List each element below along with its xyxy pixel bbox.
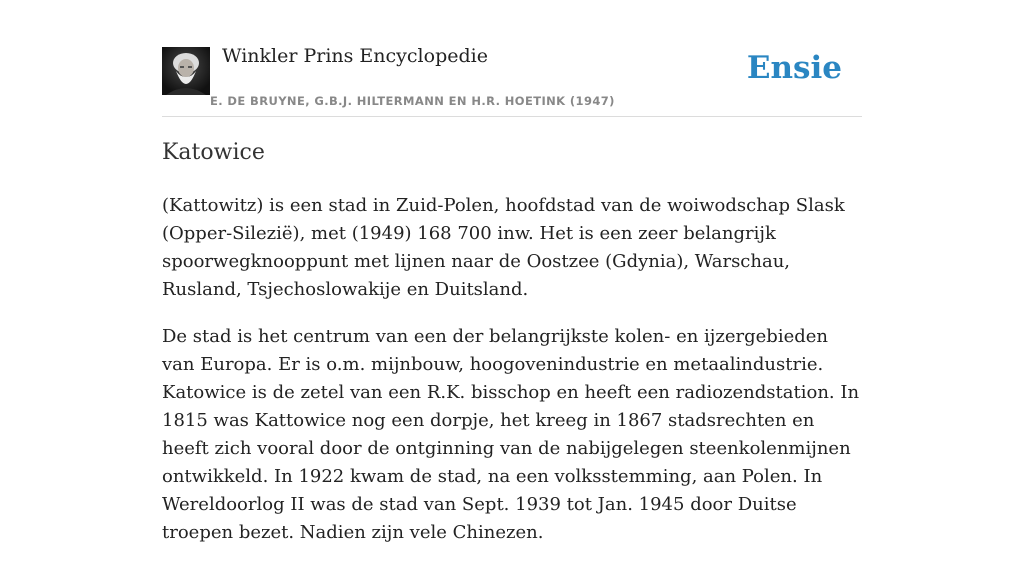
article-paragraph-1: (Kattowitz) is een stad in Zuid-Polen, hoofdstad van de woiwodschap Slask (Opper-Silezië), met (1949) 168 700 inw. Het is een zeer belangrijk spoorwegknooppunt met lijnen naar de Oostzee (Gdynia), Warschau, Rusland, Tsjechoslowakije en Duitsland. [162, 195, 845, 300]
publication-authors: E. DE BRUYNE, G.B.J. HILTERMANN EN H.R. HOETINK (1947) [210, 94, 615, 108]
publication-title[interactable]: Winkler Prins Encyclopedie [222, 45, 488, 67]
article-body [162, 192, 862, 566]
avatar[interactable] [162, 47, 210, 95]
author-portrait-icon [162, 47, 210, 95]
article-title: Katowice [162, 140, 265, 165]
header [162, 0, 862, 117]
brand-logo-link[interactable]: Ensie [746, 50, 842, 86]
page-container [162, 0, 862, 543]
article-paragraph-2: De stad is het centrum van een der belangrijkste kolen- en ijzergebieden van Europa. Er is o.m. mijnbouw, hoogovenindustrie en metaalindustrie. Katowice is de zetel van een R.K. bisschop en heeft een radiozendstation. In 1815 was Kattowice nog een dorpje, het kreeg in 1867 stadsrechten en heeft zich vooral door de ontginning van de nabijgelegen steenkolenmijnen ontwikkeld. In 1922 kwam de stad, na een volksstemming, aan Polen. In Wereldoorlog II was de stad van Sept. 1939 tot Jan. 1945 door Duitse troepen bezet. Nadien zijn vele Chinezen. [162, 326, 860, 543]
